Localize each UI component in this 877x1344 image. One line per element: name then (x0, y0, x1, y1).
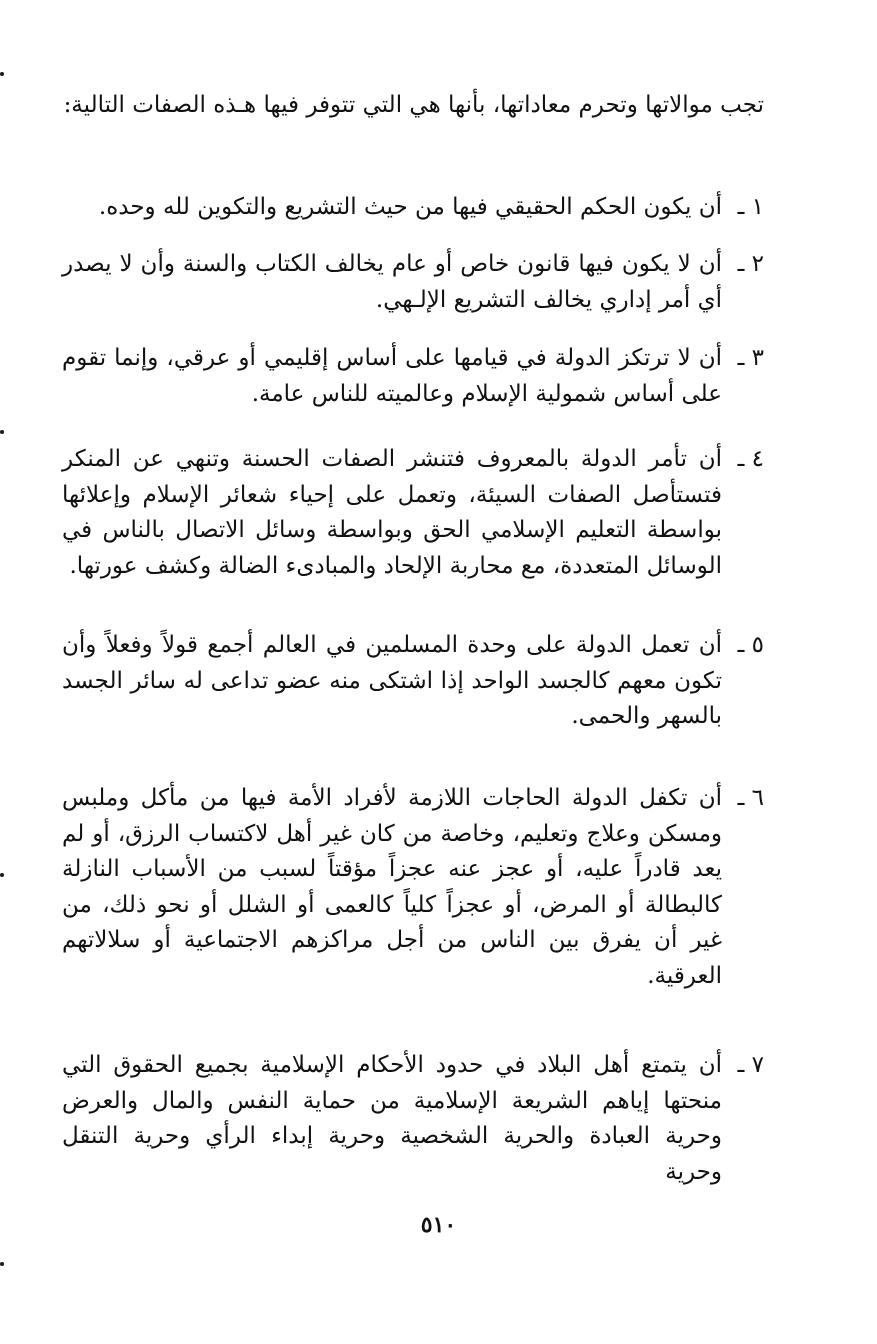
scan-edge-mark (0, 873, 4, 877)
item-number: ٢ ـ (737, 251, 764, 277)
scan-edge-mark (0, 430, 4, 434)
item-number: ٣ ـ (737, 345, 764, 371)
item-text: أن تأمر الدولة بالمعروف فتنشر الصفات الحسنة وتنهي عن المنكر فتستأصل الصفات السيئة، وتعمل على إحياء شعائر الإسلام وإعلائها بواسطة التعليم الإسلامي الحق وبواسطة وسائل الاتصال بالناس في الوسائل المتعددة، مع محاربة الإلحاد والمبادىء الضالة وكشف عورتها. (62, 446, 722, 579)
item-text: أن تعمل الدولة على وحدة المسلمين في العالم أجمع قولاً وفعلاً وأن تكون معهم كالجسد الواحد إذا اشتكى منه عضو تداعى له سائر الجسد بالسهر والحمى. (62, 632, 722, 729)
item-text: أن لا ترتكز الدولة في قيامها على أساس إقليمي أو عرقي، وإنما تقوم على أساس شمولية الإسلام وعالميته للناس عامة. (62, 345, 722, 407)
item-number: ٤ ـ (737, 446, 764, 472)
list-item-4 (62, 442, 764, 584)
item-number: ٥ ـ (737, 632, 764, 658)
list-item-6 (62, 781, 764, 994)
list-item-3 (62, 341, 764, 412)
list-item-2 (62, 247, 764, 318)
page-number: ٥١٠ (420, 1212, 457, 1238)
list-item-7 (62, 1048, 764, 1190)
item-text: أن تكفل الدولة الحاجات اللازمة لأفراد الأمة فيها من مأكل وملبس ومسكن وعلاج وتعليم، وخاصة من كان غير أهل لاكتساب الرزق، أو لم يعد قادراً عليه، أو عجز عنه عجزاً مؤقتاً لسبب من الأسباب النازلة كالبطالة أو المرض، أو عجزاً كلياً كالعمى أو الشلل أو نحو ذلك، من غير أن يفرق بين الناس من أجل مراكزهم الاجتماعية أو سلالاتهم العرقية. (62, 785, 722, 989)
intro-paragraph: تجب موالاتها وتحرم معاداتها، بأنها هي التي تتوفر فيها هـذه الصفات التالية: (63, 92, 764, 118)
item-text: أن يكون الحكم الحقيقي فيها من حيث التشريع والتكوين لله وحده. (98, 194, 722, 220)
list-item-5 (62, 628, 764, 735)
scan-edge-mark (0, 72, 4, 76)
scan-edge-mark (0, 1262, 4, 1266)
item-number: ٧ ـ (737, 1052, 764, 1078)
item-text: أن لا يكون فيها قانون خاص أو عام يخالف الكتاب والسنة وأن لا يصدر أي أمر إداري يخالف التشريع الإلـهي. (62, 251, 722, 313)
item-text: أن يتمتع أهل البلاد في حدود الأحكام الإسلامية بجميع الحقوق التي منحتها إياهم الشريعة الإسلامية من حماية النفس والمال والعرض وحرية العبادة والحرية الشخصية وحرية إبداء الرأي وحرية التنقل وحرية (62, 1052, 722, 1185)
item-number: ١ ـ (737, 194, 764, 220)
list-item-1 (62, 190, 764, 226)
item-number: ٦ ـ (737, 785, 764, 811)
